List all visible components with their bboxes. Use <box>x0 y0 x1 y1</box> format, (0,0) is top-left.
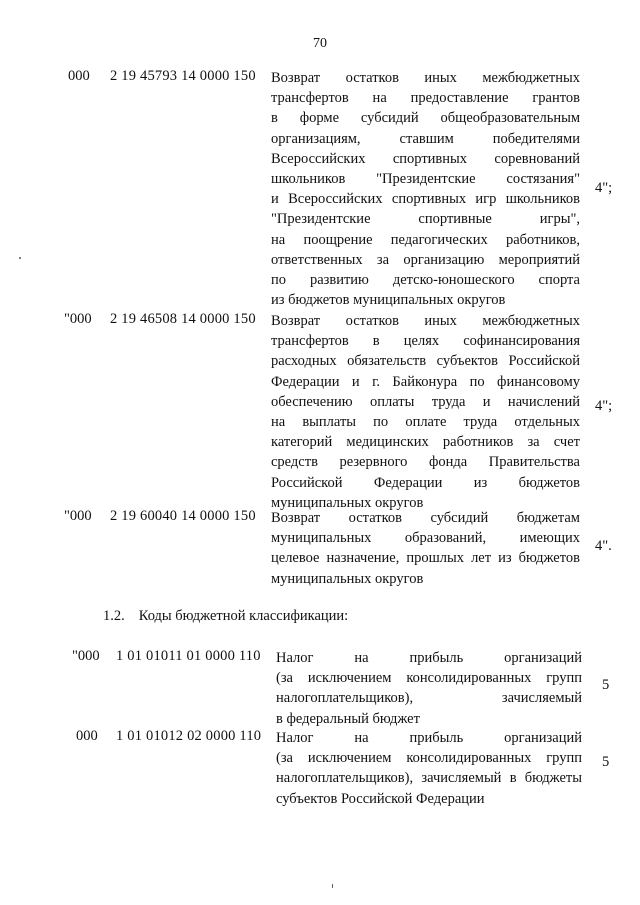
description-line: в форме субсидий общеобразовательным <box>271 110 580 127</box>
description-line: в федеральный бюджет <box>276 710 420 727</box>
classification-code: 2 19 45793 14 0000 150 <box>110 68 256 84</box>
description-line: муниципальных округов <box>271 570 424 587</box>
section-number: 1.2. <box>103 608 125 624</box>
description-line: категорий медицинских работников за счет <box>271 434 580 451</box>
entry-description <box>271 508 580 589</box>
description-line: трансфертов на предоставление грантов <box>271 90 580 107</box>
description-line: на выплаты по оплате труда отдельных <box>271 413 580 430</box>
description-line: Российской Федерации из бюджетов <box>271 474 580 491</box>
classification-code: 1 01 01011 01 0000 110 <box>116 648 261 664</box>
entry-suffix: 5 <box>602 677 610 693</box>
description-line: расходных обязательств субъектов Российской <box>271 353 580 370</box>
description-line: муниципальных образований, имеющих <box>271 530 580 547</box>
admin-code: "000 <box>64 508 92 524</box>
entry-suffix: 5 <box>602 754 610 770</box>
classification-code: 1 01 01012 02 0000 110 <box>116 728 262 744</box>
description-line: ответственных за организацию мероприятий <box>271 251 580 268</box>
entry-description <box>276 648 582 729</box>
description-line: школьников "Президентские состязания" <box>271 170 580 187</box>
entry-description <box>276 728 582 809</box>
description-line: средств резервного фонда Правительства <box>271 454 580 471</box>
entry-suffix: 4"; <box>595 180 613 196</box>
section-title: Коды бюджетной классификации: <box>138 608 349 624</box>
entry-description <box>271 311 580 513</box>
classification-code: 2 19 46508 14 0000 150 <box>110 311 256 327</box>
page-number: 70 <box>313 36 327 51</box>
description-line: Всероссийских спортивных соревнований <box>271 150 580 167</box>
admin-code: 000 <box>68 68 90 84</box>
description-line: "Президентские спортивные игры", <box>271 211 580 228</box>
entry-suffix: 4". <box>595 538 612 554</box>
description-line: Возврат остатков субсидий бюджетам <box>271 510 580 526</box>
description-line: целевое назначение, прошлых лет из бюджетов <box>271 550 580 567</box>
description-line: на поощрение педагогических работников, <box>271 231 580 248</box>
description-line: Налог на прибыль организаций <box>276 730 582 746</box>
description-line: и Всероссийских спортивных игр школьников <box>271 191 580 208</box>
description-line: организациям, ставшим победителями <box>271 130 580 147</box>
description-line: Налог на прибыль организаций <box>276 650 582 666</box>
admin-code: 000 <box>76 728 98 744</box>
description-line: (за исключением консолидированных групп <box>276 750 582 767</box>
description-line: трансфертов в целях софинансирования <box>271 333 580 350</box>
description-line: Возврат остатков иных межбюджетных <box>271 313 580 329</box>
section-heading <box>103 608 348 625</box>
classification-code: 2 19 60040 14 0000 150 <box>110 508 256 524</box>
description-line: налогоплательщиков), зачисляемый в бюджеты <box>276 770 582 787</box>
description-line: Возврат остатков иных межбюджетных <box>271 70 580 86</box>
entry-suffix: 4"; <box>595 398 613 414</box>
description-line: субъектов Российской Федерации <box>276 790 485 807</box>
description-line: из бюджетов муниципальных округов <box>271 292 506 309</box>
admin-code: "000 <box>72 648 100 664</box>
description-line: Федерации и г. Байконура по финансовому <box>271 373 580 390</box>
description-line: по развитию детско-юношеского спорта <box>271 271 580 288</box>
entry-description <box>271 68 580 310</box>
description-line: обеспечению оплаты труда и начислений <box>271 393 580 410</box>
admin-code: "000 <box>64 311 92 327</box>
scan-speck <box>332 884 333 888</box>
description-line: налогоплательщиков), зачисляемый <box>276 690 582 707</box>
description-line: муниципальных округов <box>271 494 424 511</box>
scan-speck <box>19 257 21 259</box>
description-line: (за исключением консолидированных групп <box>276 670 582 687</box>
